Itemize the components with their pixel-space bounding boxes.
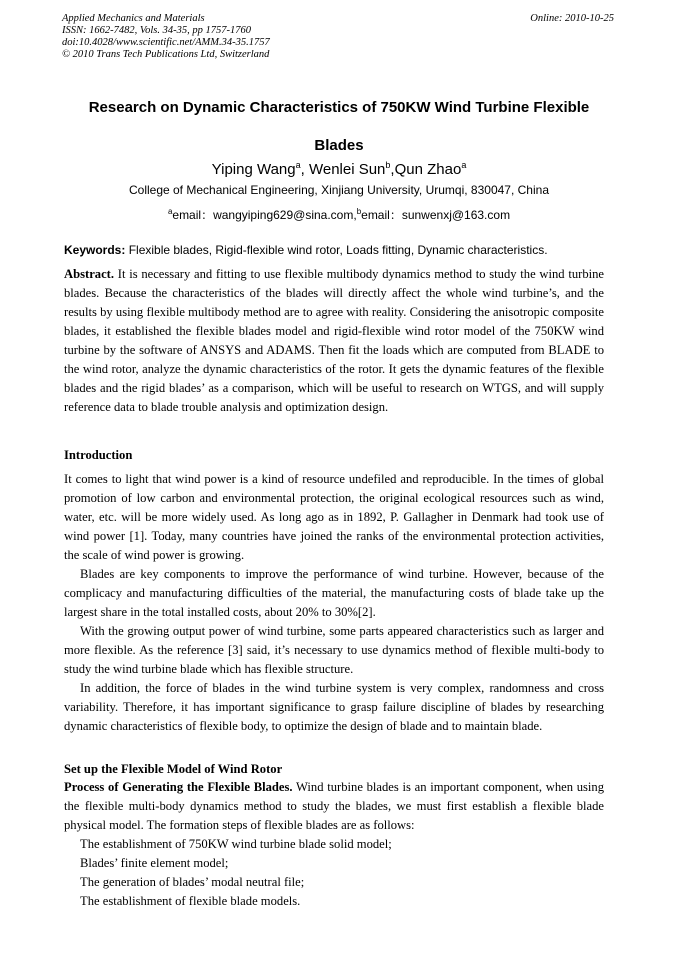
journal-issn: ISSN: 1662-7482, Vols. 34-35, pp 1757-1760 — [62, 25, 251, 36]
keywords-text: Flexible blades, Rigid-flexible wind rotor, Loads fitting, Dynamic characteristics. — [128, 243, 548, 257]
email-mark: a — [167, 207, 173, 216]
paragraph: In addition, the force of blades in the wind turbine system is very complex, randomness and cross variability. Therefore, it has important significance to grasp failure discipline of blades by researching dynamic characteristics of flexible body, to optimize the design of blade and to maintain blade. — [64, 681, 604, 733]
author-affiliation-mark: b — [385, 160, 391, 170]
abstract — [64, 265, 604, 417]
author-name: Yiping Wang — [211, 161, 296, 178]
list-item: The generation of blades’ modal neutral file; — [80, 875, 305, 889]
abstract-label: Abstract. — [64, 267, 115, 281]
journal-header — [62, 13, 422, 61]
setup-heading: Set up the Flexible Model of Wind Rotor — [64, 762, 283, 776]
email-address-link[interactable]: wangyiping629@sina.com, — [213, 208, 357, 222]
author-affiliation-mark: a — [461, 160, 467, 170]
paragraph: With the growing output power of wind turbine, some parts appeared characteristics such as larger and more flexible. As the reference [3] said, it’s necessary to use dynamics method of flexible multi-body to study the wind turbine blade which has flexible structure. — [64, 624, 604, 676]
title-line-2: Blades — [314, 137, 364, 154]
keywords-label: Keywords: — [64, 243, 126, 257]
abstract-text: It is necessary and fitting to use flexible multibody dynamics method to study the wind turbine blades. Because the characteristics of the blades will directly affect the whole wind turbine’s, and the results by using flexible multibody method are to agree with reality. Considering the anisotropic composite blades, it established the flexible blades model and rigid-flexible wind rotor model of the 750KW wind turbine by the software of ANSYS and ADAMS. Then fit the loads which are computed from BLADE to the wind rotor, analyze the dynamic characteristics of the rotor. It gets the dynamic features of the flexible blades and the rigid blades’ as a comparison, which will be useful to research on WTGS, and will supply reference data to blade trouble analysis and optimization design. — [64, 267, 605, 414]
email-label: email： — [361, 208, 402, 222]
author-name: Qun Zhao — [394, 161, 462, 178]
journal-doi: doi:10.4028/www.scientific.net/AMM.34-35.1757 — [62, 37, 270, 48]
step-list — [64, 835, 604, 911]
setup-text: Wind turbine blades is an important component, when using the flexible multi-body dynamics method to study the blades, we must first establish a flexible blade physical model. The formation steps of flexible blades are as follows: — [64, 780, 605, 832]
paragraph: It comes to light that wind power is a kind of resource undefiled and reproducible. In the times of global promotion of low carbon and environmental protection, the original ecological resources such as wind, water, etc. will be more widely used. As long ago as in 1892, P. Gallagher in Denmark had took use of wind power [1]. Today, many countries have joined the ranks of the environmental protection activities, the scale of wind power is growing. — [64, 472, 604, 562]
email-line — [40, 204, 638, 223]
affiliation: College of Mechanical Engineering, Xinjiang University, Urumqi, 830047, China — [128, 183, 549, 197]
list-item: The establishment of flexible blade models. — [80, 894, 301, 908]
list-item: The establishment of 750KW wind turbine blade solid model; — [80, 837, 392, 851]
author-list — [40, 156, 638, 179]
list-item: Blades’ finite element model; — [80, 856, 229, 870]
email-mark: b — [356, 207, 362, 216]
journal-name: Applied Mechanics and Materials — [62, 13, 205, 24]
introduction-heading: Introduction — [64, 448, 133, 462]
author-affiliation-mark: a — [295, 160, 301, 170]
journal-copyright: © 2010 Trans Tech Publications Ltd, Switzerland — [62, 49, 270, 60]
setup-body — [64, 778, 604, 911]
author-name: Wenlei Sun — [308, 161, 386, 178]
author-separator: , — [300, 161, 309, 178]
title-line-1: Research on Dynamic Characteristics of 750KW Wind Turbine Flexible — [88, 99, 590, 116]
author-separator: , — [390, 161, 395, 178]
paragraph: Blades are key components to improve the performance of wind turbine. However, because of the complicacy and manufacturing difficulties of the material, the manufacturing costs of blade take up the largest share in the total installed costs, about 20% to 30%[2]. — [64, 567, 604, 619]
email-label: email： — [172, 208, 214, 222]
setup-paragraph — [64, 778, 604, 835]
online-date: Online: 2010-10-25 — [530, 13, 614, 24]
paper-title — [40, 89, 638, 165]
keywords — [64, 242, 614, 258]
introduction-body — [64, 470, 604, 736]
subheading: Process of Generating the Flexible Blades. — [64, 780, 293, 794]
email-address-link[interactable]: sunwenxj@163.com — [401, 208, 511, 222]
